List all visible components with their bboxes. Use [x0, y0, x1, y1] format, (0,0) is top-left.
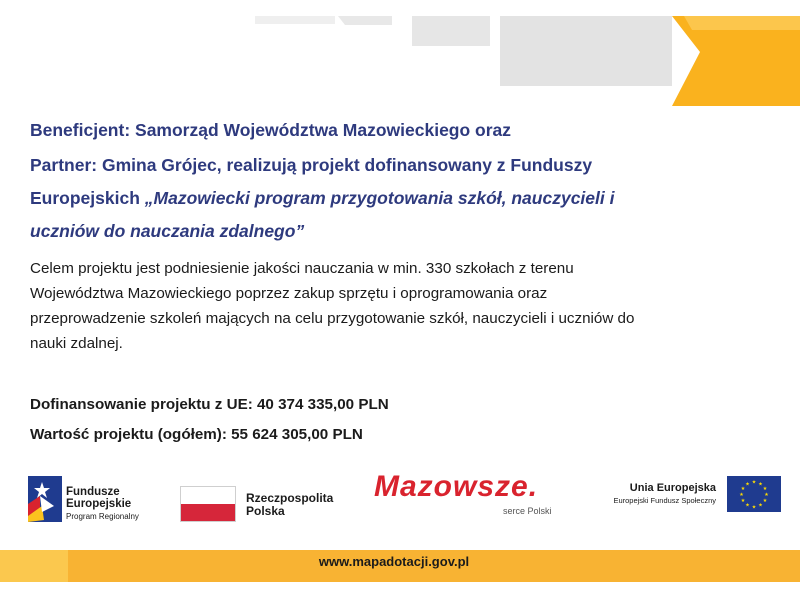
svg-text:★: ★ [740, 486, 746, 492]
eu-funding-amount: Dofinansowanie projektu z UE: 40 374 335,00 PLN [30, 396, 389, 413]
svg-text:★: ★ [745, 481, 750, 488]
fundusze-line-1: Fundusze [66, 486, 120, 498]
funding-amounts [30, 390, 389, 450]
heading-line-2: Partner: Gmina Grójec, realizują projekt dofinansowany z Funduszy [30, 155, 593, 175]
heading-line-4 [30, 215, 770, 248]
description-line-1: Celem projektu jest podniesienie jakości nauczania w min. 330 szkołach z terenu [30, 260, 574, 277]
svg-text:★: ★ [740, 498, 746, 504]
description-line-4: nauki zdalnej. [30, 335, 123, 352]
project-description [30, 256, 770, 356]
heading-line-3-prefix: Europejskich [30, 188, 145, 208]
polish-flag-icon [180, 486, 236, 522]
svg-text:★: ★ [758, 502, 763, 509]
main-content [30, 112, 770, 356]
description-line-2: Województwa Mazowieckiego poprzez zakup sprzętu i oprogramowania oraz [30, 285, 548, 302]
heading-line-1: Beneficjent: Samorząd Województwa Mazowieckiego oraz [30, 120, 512, 140]
project-title-part-2: uczniów do nauczania zdalnego” [30, 221, 305, 241]
total-project-value: Wartość projektu (ogółem): 55 624 305,00 PLN [30, 426, 363, 443]
ue-label [560, 482, 716, 507]
top-decoration [0, 0, 800, 110]
ue-line-1: Unia Europejska [629, 482, 716, 494]
mazowsze-logo: Mazowsze. [374, 470, 539, 503]
svg-text:★: ★ [751, 479, 757, 486]
fundusze-label [66, 486, 139, 524]
footer-url[interactable]: www.mapadotacji.gov.pl [318, 554, 470, 569]
rp-line-1: Rzeczpospolita [246, 491, 334, 505]
svg-text:★: ★ [745, 502, 750, 509]
rp-line-2: Polska [246, 504, 285, 518]
logos-row [0, 470, 800, 530]
svg-text:★: ★ [739, 492, 744, 498]
project-heading [30, 112, 770, 248]
svg-text:★: ★ [762, 498, 768, 504]
fundusze-europejskie-icon [28, 476, 62, 522]
svg-text:★: ★ [764, 492, 769, 498]
heading-line-3 [30, 182, 770, 215]
ue-line-2: Europejski Fundusz Społeczny [613, 496, 716, 505]
fundusze-line-3: Program Regionalny [66, 512, 139, 521]
rp-label [246, 492, 333, 518]
project-title-part-1: „Mazowiecki program przygotowania szkół, nauczycieli i [144, 188, 615, 208]
svg-text:★: ★ [758, 481, 763, 488]
description-line-3: przeprowadzenie szkoleń mających na celu przygotowanie szkół, nauczycieli i uczniów do [30, 310, 635, 327]
svg-text:★: ★ [751, 504, 757, 511]
mazowsze-tagline: serce Polski [503, 506, 552, 516]
svg-text:★: ★ [762, 486, 768, 492]
eu-flag-icon [727, 476, 781, 512]
fundusze-line-2: Europejskie [66, 498, 132, 510]
